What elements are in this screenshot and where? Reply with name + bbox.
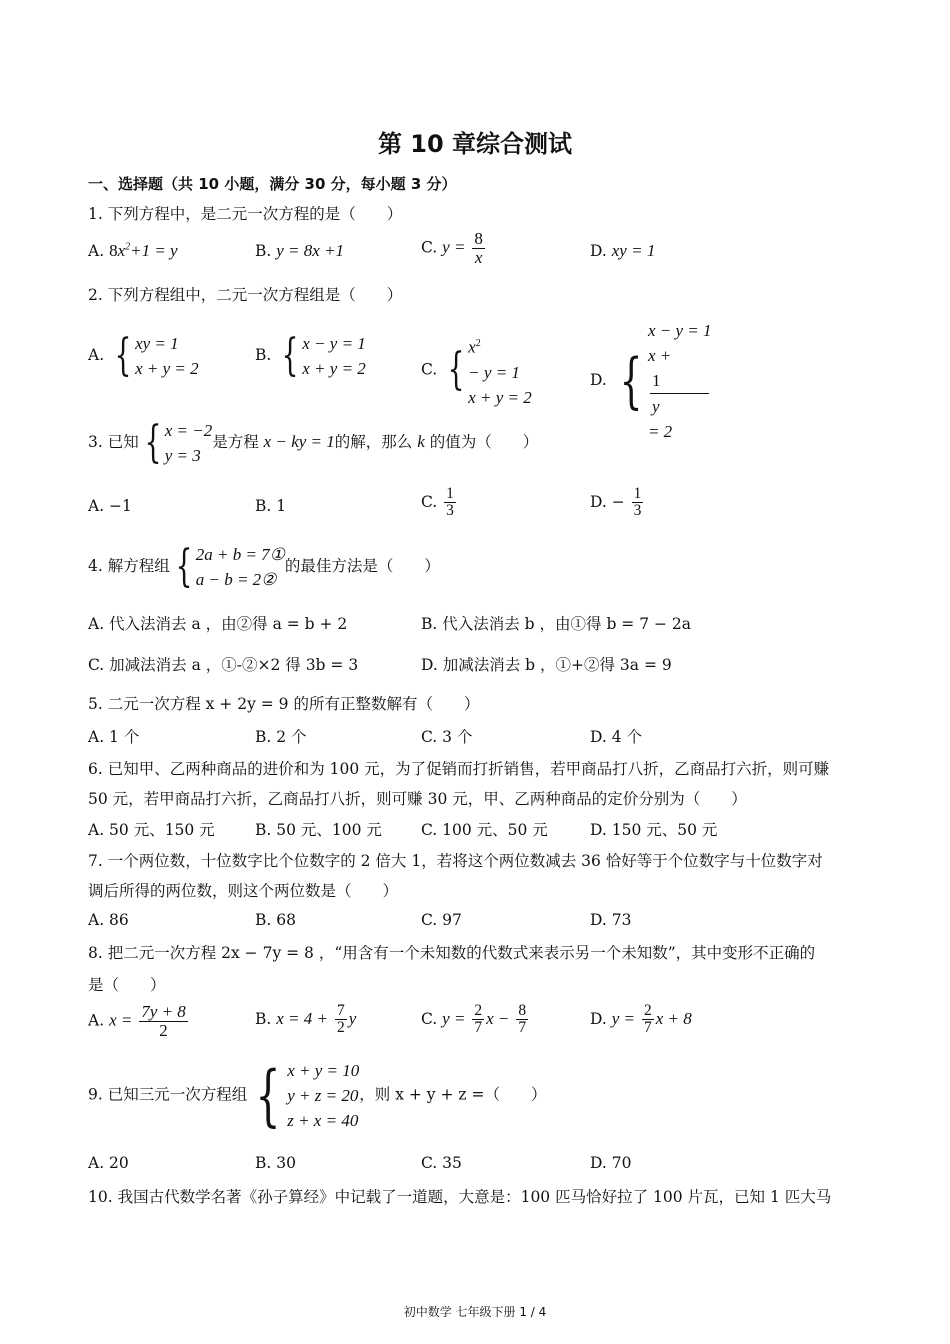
equation-system: { 2a + b = 7① a − b = 2② — [175, 541, 285, 592]
equation-system: { x − y = 1 x + y = 2 — [281, 330, 366, 381]
q5-option-b: B. 2 个 — [255, 728, 307, 746]
q9-option-b: B. 30 — [255, 1154, 296, 1172]
question-4-stem: 4. 解方程组 { 2a + b = 7① a − b = 2② 的最佳方法是（ ） — [88, 541, 440, 592]
q3-option-b: B. 1 — [255, 497, 287, 515]
question-8-stem-line1: 8. 把二元一次方程 2x − 7y = 8 ，“用含有一个未知数的代数式来表示另一个未知数”，其中变形不正确的 — [88, 944, 816, 962]
q2-option-d: D. { x − y = 1 x + 1 y = 2 — [590, 318, 711, 444]
q4-option-a: A. 代入法消去 a ，由②得 a = b + 2 — [88, 615, 348, 633]
q8-option-b: B. x = 4 + $\frac{7}{2}$ y — [255, 1002, 357, 1037]
q2-option-b: B. { x − y = 1 x + y = 2 — [255, 330, 366, 381]
q7-option-a: A. 86 — [88, 911, 129, 929]
equation-system: { x − y = 1 x + 1 y = 2 — [619, 321, 712, 441]
question-2-stem: 2. 下列方程组中，二元一次方程组是（ ） — [88, 286, 403, 304]
q7-option-c: C. 97 — [421, 911, 462, 929]
page-title: 第 10 章综合测试 — [377, 130, 573, 158]
q6-option-c: C. 100 元、50 元 — [421, 821, 548, 839]
q8-option-d: D. y = $\frac{2}{7}$ x + 8 — [590, 1002, 692, 1037]
question-9-stem: 9. 已知三元一次方程组 { x + y = 10 y + z = 20 z + x = 40 ，则 x + y + z =（ ） — [88, 1056, 547, 1134]
q1-option-a: A. $8x^2+1 = y$ — [88, 241, 178, 260]
question-3-stem: 3. 已知 { x = −2 y = 3 是方程 x − ky = 1的解，那么 k 的值为（ ） — [88, 417, 539, 468]
question-5-stem: 5. 二元一次方程 x + 2y = 9 的所有正整数解有（ ） — [88, 695, 480, 713]
question-7-stem-line2: 调后所得的两位数，则这个两位数是（ ） — [88, 882, 399, 900]
q5-option-d: D. 4 个 — [590, 728, 643, 746]
equation-system: { xy = 1 x + y = 2 — [114, 330, 199, 381]
q4-option-d: D. 加减法消去 b ，①+②得 3a = 9 — [421, 656, 672, 674]
question-7-stem-line1: 7. 一个两位数，十位数字比个位数字的 2 倍大 1，若将这个两位数减去 36 恰好等于个位数字与十位数字对 — [88, 852, 823, 870]
question-10-stem: 10. 我国古代数学名著《孙子算经》中记载了一道题，大意是：100 匹马恰好拉了 100 片瓦，已知 1 匹大马 — [88, 1188, 832, 1206]
q4-option-b: B. 代入法消去 b ，由①得 b = 7 − 2a — [421, 615, 692, 633]
question-6-stem-line2: 50 元，若甲商品打六折，乙商品打八折，则可赚 30 元，甲、乙两种商品的定价分别为（ ） — [88, 790, 747, 808]
q7-option-d: D. 73 — [590, 911, 632, 929]
q4-option-c: C. 加减法消去 a ，①-②×2 得 3b = 3 — [88, 656, 359, 674]
q5-option-a: A. 1 个 — [88, 728, 140, 746]
q3-option-a: A. −1 — [88, 497, 132, 515]
q2-option-a: A. { xy = 1 x + y = 2 — [88, 330, 199, 381]
q3-option-c: C. $\frac{1}{3}$ — [421, 485, 454, 520]
q9-option-a: A. 20 — [88, 1154, 129, 1172]
question-8-stem-line2: 是（ ） — [88, 976, 166, 994]
equation-system: { x = −2 y = 3 — [144, 417, 213, 468]
q2-option-c: C. { $x^2$ − y = 1 x + y = 2 — [421, 331, 532, 410]
q1-option-d: D. xy = 1 — [590, 241, 656, 260]
q6-option-b: B. 50 元、100 元 — [255, 821, 382, 839]
q3-option-d: D. − $\frac{1}{3}$ — [590, 485, 642, 520]
equation-system: { x + y = 10 y + z = 20 z + x = 40 — [255, 1056, 360, 1134]
question-6-stem-line1: 6. 已知甲、乙两种商品的进价和为 100 元，为了促销而打折销售，若甲商品打八折，乙商品打六折，则可赚 — [88, 760, 830, 778]
q7-option-b: B. 68 — [255, 911, 296, 929]
q8-option-a: A. x = $\frac{7y + 8}{2}$ — [88, 1002, 186, 1040]
q5-option-c: C. 3 个 — [421, 728, 473, 746]
equation-system: { $x^2$ − y = 1 x + y = 2 — [447, 337, 532, 407]
section-heading: 一、选择题（共 10 小题，满分 30 分，每小题 3 分） — [88, 175, 457, 193]
page-footer: 初中数学 七年级下册 1 / 4 — [403, 1305, 547, 1319]
q9-option-d: D. 70 — [590, 1154, 632, 1172]
q6-option-a: A. 50 元、150 元 — [88, 821, 215, 839]
q1-option-c: C. y = $\frac{8}{x}$ — [421, 229, 483, 267]
q8-option-c: C. y = $\frac{2}{7}$ x − $\frac{8}{7}$ — [421, 1002, 527, 1037]
q6-option-d: D. 150 元、50 元 — [590, 821, 718, 839]
q9-option-c: C. 35 — [421, 1154, 462, 1172]
q1-option-b: B. y = 8x +1 — [255, 241, 345, 260]
question-1-stem: 1. 下列方程中，是二元一次方程的是（ ） — [88, 205, 403, 223]
